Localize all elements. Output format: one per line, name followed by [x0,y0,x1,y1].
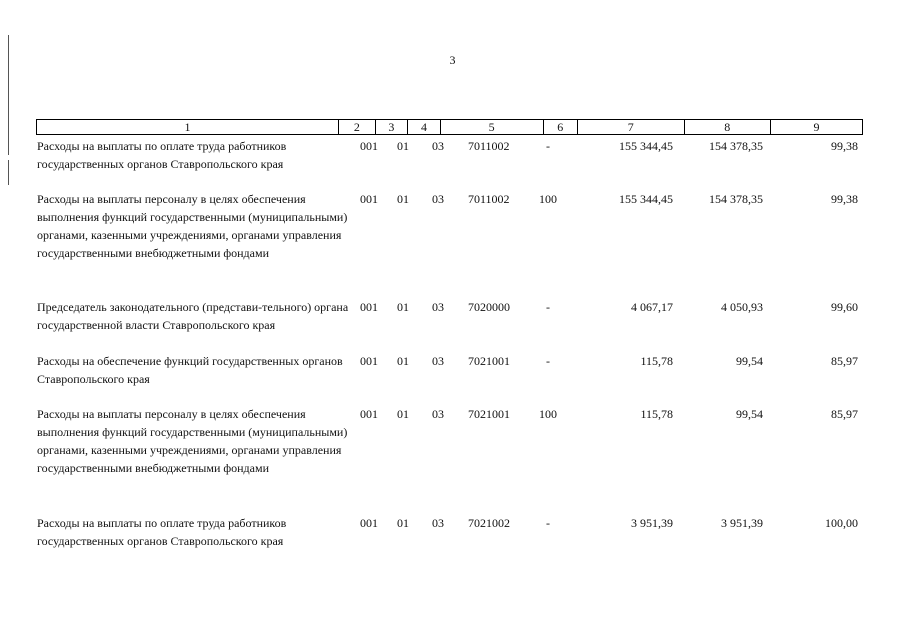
header-cell-9: 9 [813,120,820,134]
cell-col3: 01 [397,516,409,530]
cell-col2: 001 [360,139,378,153]
cell-col7: 115,78 [640,354,673,368]
header-cell-2: 2 [339,120,375,134]
cell-col5: 7021001 [468,354,510,368]
cell-col9: 85,97 [831,407,858,421]
cell-col8: 154 378,35 [709,192,763,206]
cell-col7: 3 951,39 [631,516,673,530]
header-cell-3: 3 [376,120,409,134]
cell-col5: 7021002 [468,516,510,530]
cell-col5: 7020000 [468,300,510,314]
cell-col6: - [546,516,550,530]
cell-col8: 4 050,93 [721,300,763,314]
cell-col5: 7021001 [468,407,510,421]
cell-col8: 154 378,35 [709,139,763,153]
cell-col3: 01 [397,354,409,368]
cell-col5: 7011002 [468,139,510,153]
cell-col3: 01 [397,407,409,421]
cell-col9: 99,38 [831,139,858,153]
cell-col3: 01 [397,300,409,314]
header-cell-7: 7 [578,120,684,134]
cell-col8: 99,54 [736,354,763,368]
header-cell-8: 8 [685,120,771,134]
cell-col3: 01 [397,139,409,153]
table-header [36,119,863,135]
cell-col6: - [546,139,550,153]
cell-col7: 115,78 [640,407,673,421]
cell-col6: 100 [539,407,557,421]
cell-col9: 100,00 [825,516,858,530]
row-description: Расходы на выплаты по оплате труда работников государственных органов Ставропольского края [37,139,287,171]
cell-col7: 155 344,45 [619,139,673,153]
cell-col4: 03 [432,300,444,314]
cell-col4: 03 [432,192,444,206]
cell-col9: 99,60 [831,300,858,314]
cell-col7: 155 344,45 [619,192,673,206]
row-description: Расходы на выплаты персоналу в целях обеспечения выполнения функций государственными (муниципальными) органами, казенными учреждениями, органами управления государственными внебюджетными фондами [37,407,348,475]
cell-col9: 85,97 [831,354,858,368]
cell-col8: 3 951,39 [721,516,763,530]
cell-col4: 03 [432,139,444,153]
header-cell-5: 5 [441,120,544,134]
cell-col3: 01 [397,192,409,206]
cell-col4: 03 [432,516,444,530]
header-cell-4: 4 [408,120,441,134]
cell-col2: 001 [360,192,378,206]
page-number: 3 [449,53,456,67]
row-description: Председатель законодательного (представи-тельного) органа государственной власти Ставропольского края [37,300,349,332]
cell-col5: 7011002 [468,192,510,206]
row-description: Расходы на выплаты по оплате труда работников государственных органов Ставропольского края [37,516,287,548]
cell-col6: - [546,354,550,368]
cell-col4: 03 [432,354,444,368]
cell-col2: 001 [360,516,378,530]
cell-col8: 99,54 [736,407,763,421]
cell-col6: - [546,300,550,314]
header-cell-6: 6 [544,120,579,134]
cell-col2: 001 [360,300,378,314]
cell-col2: 001 [360,354,378,368]
margin-line [8,160,9,185]
row-description: Расходы на обеспечение функций государственных органов Ставропольского края [37,354,343,386]
cell-col6: 100 [539,192,557,206]
cell-col7: 4 067,17 [631,300,673,314]
row-description: Расходы на выплаты персоналу в целях обеспечения выполнения функций государственными (муниципальными) органами, казенными учреждениями, органами управления государственными внебюджетными фондами [37,192,348,260]
cell-col4: 03 [432,407,444,421]
header-cell-1: 1 [37,120,339,134]
cell-col9: 99,38 [831,192,858,206]
cell-col2: 001 [360,407,378,421]
